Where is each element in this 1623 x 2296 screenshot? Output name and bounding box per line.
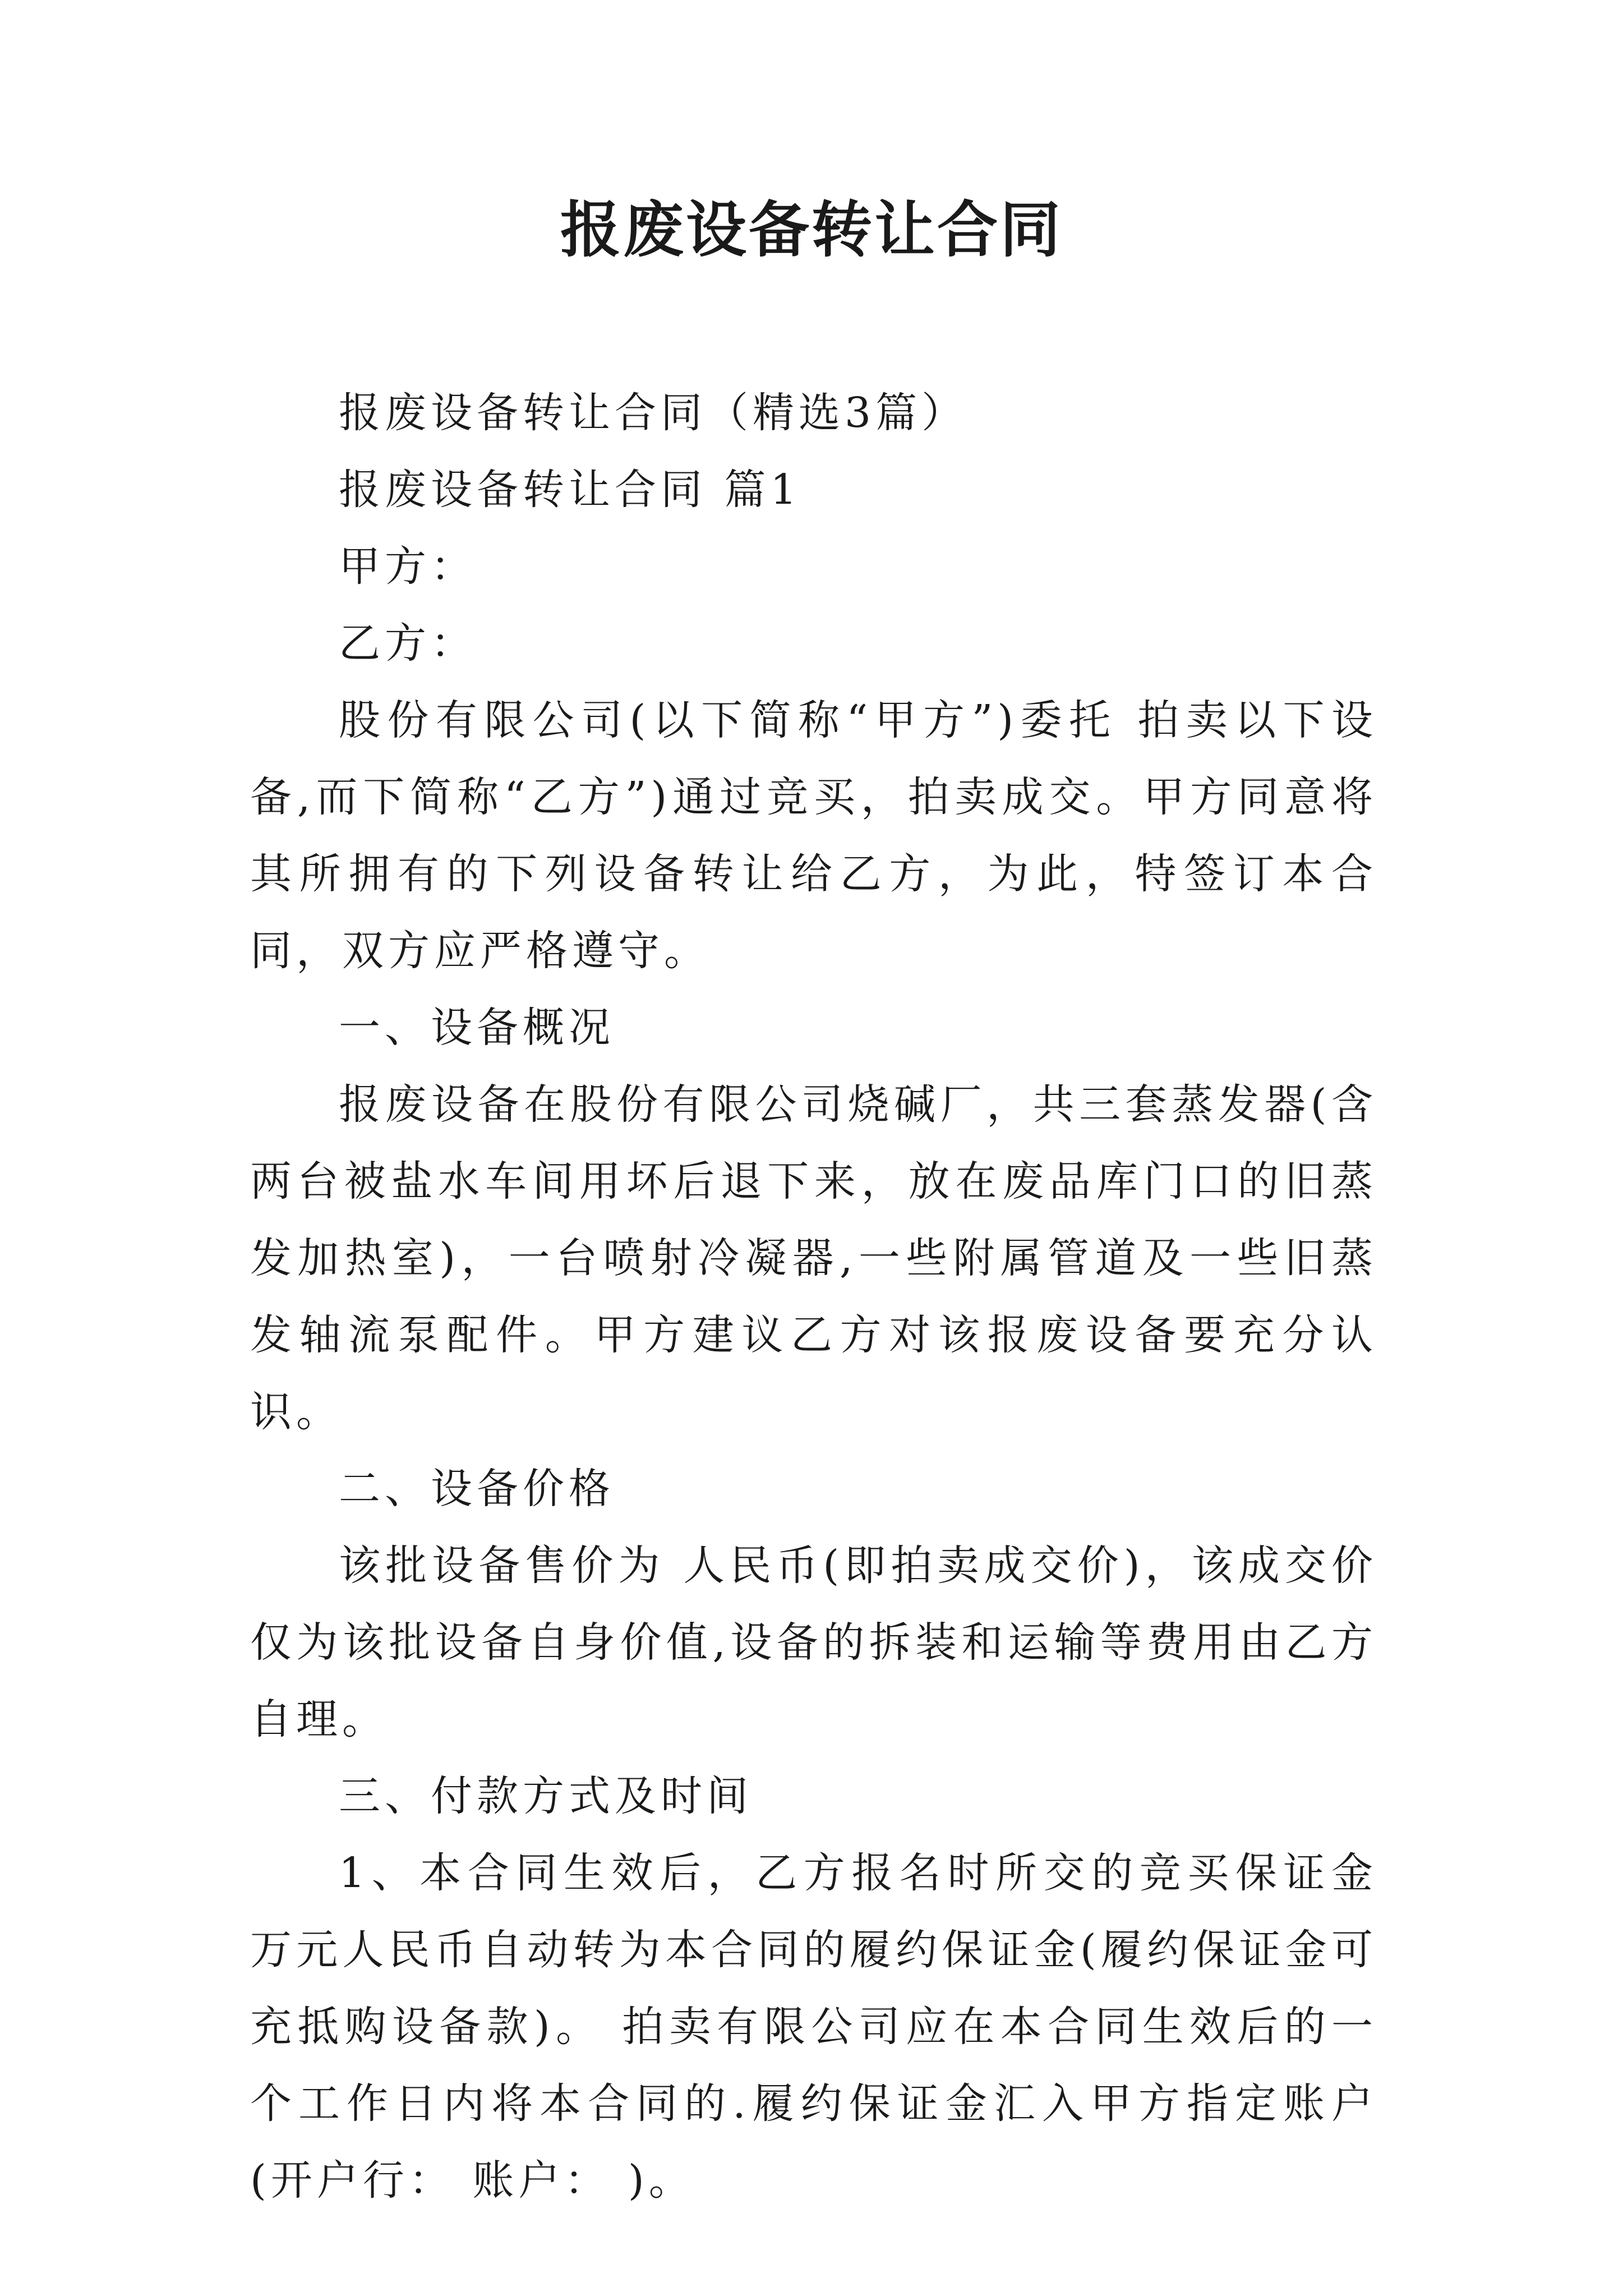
clause-paragraph: 1、本合同生效后，乙方报名时所交的竞买保证金万元人民币自动转为本合同的履约保证金(履约保证金可充抵购设备款)。 拍卖有限公司应在本合同生效后的一个工作日内将本合同的.履约保证金汇入甲方指定账户(开户行： 账户： )。 [250, 1849, 1377, 2205]
clause-heading: 二、设备价格 [339, 1465, 615, 1513]
party-a-line: 甲方： [339, 542, 477, 591]
document-body [250, 375, 1377, 2219]
party-b-line: 乙方： [339, 619, 477, 668]
document-title: 报废设备转让合同 [560, 195, 1063, 265]
intro-paragraph: 股份有限公司(以下简称“甲方”)委托 拍卖以下设备,而下简称“乙方”)通过竞买，拍卖成交。甲方同意将其所拥有的下列设备转让给乙方，为此，特签订本合同，双方应严格遵守。 [250, 696, 1377, 975]
clause-paragraph: 该批设备售价为 人民币(即拍卖成交价)，该成交价仅为该批设备自身价值,设备的拆装和运输等费用由乙方自理。 [250, 1542, 1377, 1743]
clause-heading: 三、付款方式及时间 [339, 1772, 753, 1820]
section-heading: 报废设备转让合同 篇1 [339, 466, 801, 514]
clause-heading: 一、设备概况 [339, 1004, 615, 1052]
clause-paragraph: 报废设备在股份有限公司烧碱厂，共三套蒸发器(含两台被盐水车间用坏后退下来，放在废品库门口的旧蒸发加热室)，一台喷射冷凝器,一些附属管道及一些旧蒸发轴流泵配件。甲方建议乙方对该报废设备要充分认识。 [250, 1080, 1377, 1436]
subtitle-line: 报废设备转让合同（精选3篇） [339, 389, 968, 437]
